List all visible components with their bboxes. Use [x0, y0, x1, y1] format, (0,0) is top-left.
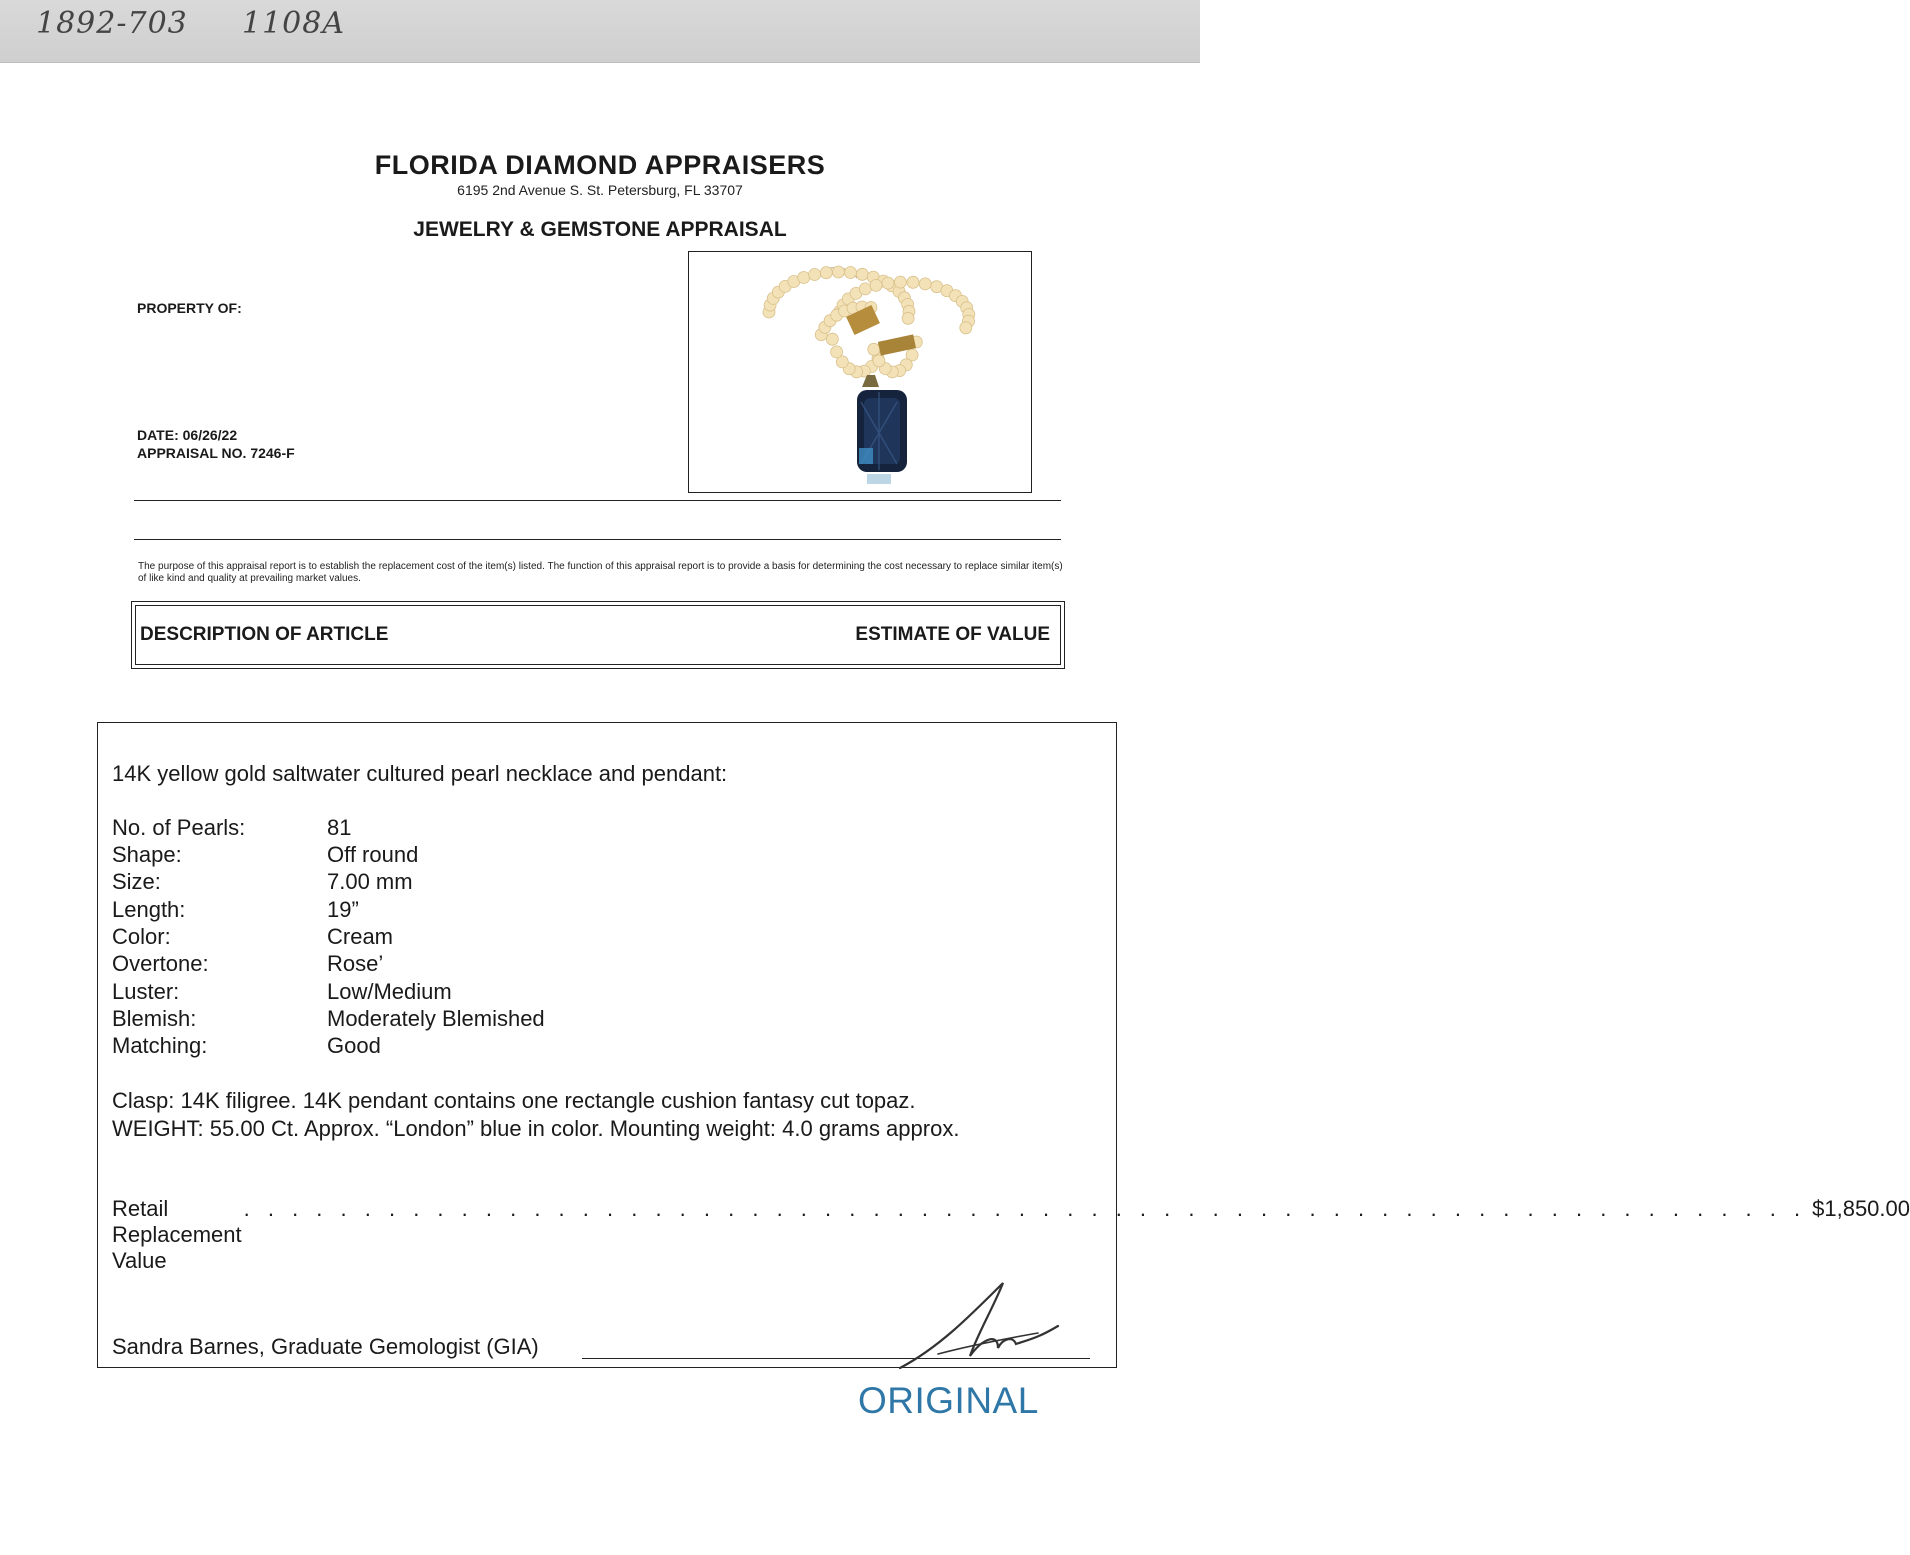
property-line-2 — [134, 539, 1061, 540]
spec-label: Overtone: — [112, 951, 209, 976]
spec-value: Good — [327, 1033, 381, 1058]
description-header-box — [131, 601, 1065, 669]
spec-label: Length: — [112, 897, 186, 922]
clasp-description-line-2: WEIGHT: 55.00 Ct. Approx. “London” blue in color. Mounting weight: 4.0 grams approx. — [112, 1116, 960, 1141]
signature-label: Sandra Barnes, Graduate Gemologist (GIA) — [112, 1334, 539, 1359]
estimate-of-value-heading: ESTIMATE OF VALUE — [855, 624, 1050, 645]
date-line: DATE: 06/26/22 — [137, 427, 238, 443]
description-header-inner — [135, 605, 1061, 665]
company-name: FLORIDA DIAMOND APPRAISERS — [374, 150, 826, 180]
spec-value: Low/Medium — [327, 979, 452, 1004]
spec-label: Matching: — [112, 1033, 208, 1058]
spec-value: Off round — [327, 842, 419, 867]
spec-label: No. of Pearls: — [112, 815, 246, 840]
handwritten-note-left: 1892-703 — [36, 6, 188, 41]
original-stamp: ORIGINAL — [858, 1380, 1039, 1421]
spec-label: Color: — [112, 924, 171, 949]
spec-value: 7.00 mm — [327, 869, 413, 894]
spec-value: Cream — [327, 924, 394, 949]
handwritten-signature — [898, 1278, 1068, 1378]
spec-value: 81 — [327, 815, 352, 840]
property-line-1 — [134, 500, 1061, 501]
spec-label: Shape: — [112, 842, 182, 867]
document-title: JEWELRY & GEMSTONE APPRAISAL — [413, 218, 787, 241]
retail-value-label: Retail Replacement Value — [112, 1196, 242, 1273]
appraisal-number-line: APPRAISAL NO. 7246-F — [137, 445, 295, 461]
purpose-statement: The purpose of this appraisal report is to establish the replacement cost of the item(s) listed. The function of this appraisal report is to provide a basis for determining the cost necessary to replace similar item(s) of like kind and quality at prevailing market values. — [138, 561, 1063, 584]
spec-label: Blemish: — [112, 1006, 197, 1031]
description-of-article-heading: DESCRIPTION OF ARTICLE — [140, 624, 389, 645]
item-title: 14K yellow gold saltwater cultured pearl necklace and pendant: — [112, 761, 728, 786]
company-address: 6195 2nd Avenue S. St. Petersburg, FL 33707 — [457, 182, 743, 198]
spec-value: Moderately Blemished — [327, 1006, 545, 1031]
property-of-label: PROPERTY OF: — [137, 300, 242, 316]
leader-dots: . . . . . . . . . . . . . . . . . . . . . . . . . . . . . . . . . . . . . . . . . . . . . . . . . . . . . . . . . . . . . . . . . — [243, 1196, 1807, 1221]
spec-value: Rose’ — [327, 951, 384, 976]
retail-value-line — [112, 1196, 1910, 1274]
retail-value-amount: $1,850.00 — [1812, 1196, 1910, 1221]
clasp-description-line-1: Clasp: 14K filigree. 14K pendant contains one rectangle cushion fantasy cut topaz. — [112, 1088, 916, 1113]
handwritten-note-right: 1108A — [242, 6, 346, 41]
spec-label: Luster: — [112, 979, 180, 1004]
spec-label: Size: — [112, 869, 161, 894]
item-photo-frame — [688, 251, 1032, 493]
pearl-necklace-photo — [689, 252, 1030, 491]
spec-value: 19” — [327, 897, 359, 922]
